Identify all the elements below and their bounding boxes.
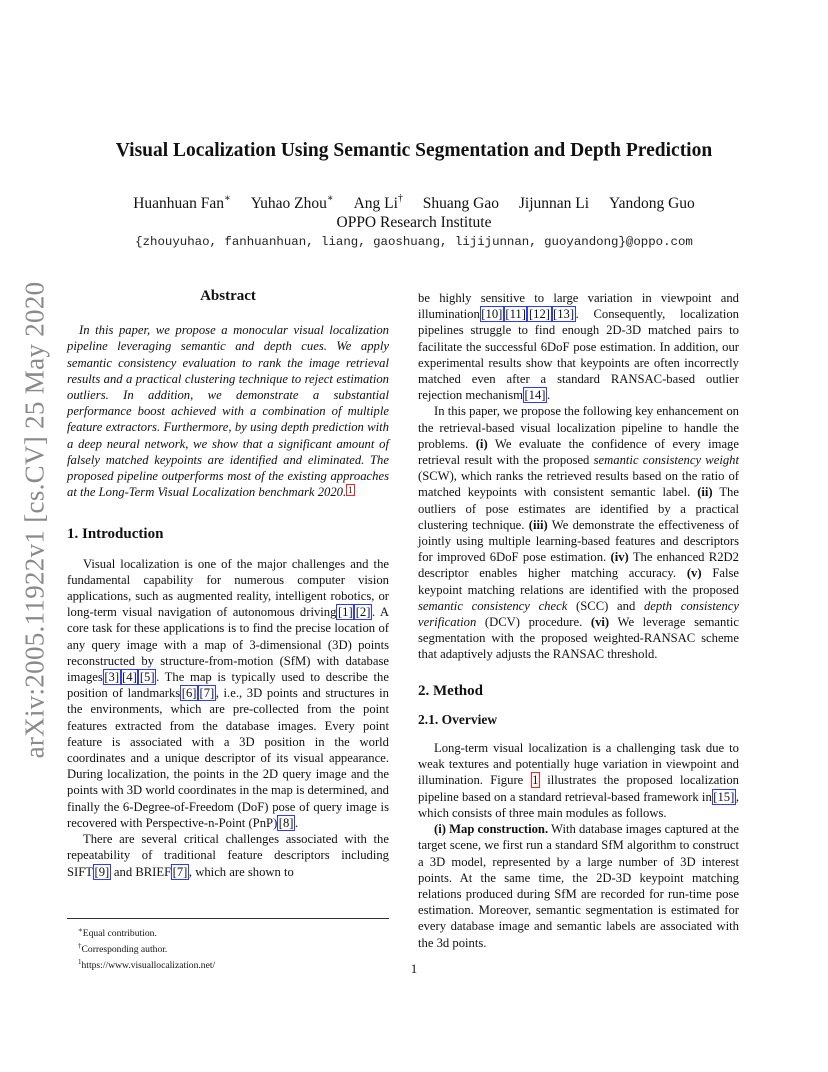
method-paragraph-2: (i) Map construction. With database images captured at the target scene, we first run a standard SfM algorithm to construct a 3D model, represented by a large number of 3D interest points. At the same time, the 2D-3D keypoint matching relations produced during SfM are recorded for run-time pose estimation. Moreover, semantic segmentation is estimated for every database image and semantic labels are associated with the 3d points. — [418, 822, 740, 950]
author: Yandong Guo — [608, 195, 695, 212]
citation-link[interactable]: [3] — [104, 670, 120, 685]
citation-link[interactable]: [13] — [553, 307, 575, 322]
footnote-link[interactable]: 1 — [348, 485, 353, 496]
citation-link[interactable]: [4] — [122, 670, 137, 685]
intro-paragraph-3: In this paper, we propose the following key enhancement on the retrieval-based visual localization pipeline to handle the problems. (i) We evaluate the confidence of every image retrieval result with the proposed semantic consistency weight (SCW), which ranks the retrieved results based on the ratio of matched keypoints with consistent semantic label. (ii) The outliers of pose estimates are identified by a practical clustering technique. (iii) We demonstrate the effectiveness of jointly using multiple learning-based features and descriptors for improved 6DoF pose estimation. (iv) The enhanced R2D2 descriptor enables higher matching accuracy. (v) False keypoint matching relations are identified with the proposed semantic consistency check (SCC) and depth consistency verification (DCV) procedure. (vi) We leverage semantic segmentation with the proposed weighted-RANSAC scheme that adaptively adjusts the RANSAC threshold. — [418, 404, 740, 662]
citation-link[interactable]: [6] — [181, 686, 197, 701]
citation-link[interactable]: [12] — [528, 307, 551, 322]
paper-title: Visual Localization Using Semantic Segmentation and Depth Prediction — [115, 140, 713, 161]
intro-paragraph-2-continued: be highly sensitive to large variation in viewpoint and illumination [10] [11] [12] [13] . Consequently, localization pipelines struggle to find enough 2D-3D matched pairs to facilitate the successful 6DoF pose estimation. In addition, our experimental results show that keypoints are often incorrectly matched even after a standard RANSAC-based outlier rejection mechanism [14] . — [418, 291, 739, 403]
section-heading-introduction: 1. Introduction — [67, 526, 164, 543]
author: Jijunnan Li — [518, 195, 590, 212]
intro-paragraph-1: Visual localization is one of the major challenges and the fundamental capability for numerous computer vision applications, such as augmented reality, intelligent robotics, or long-term visual navigation of autonomous driving [1] [2] . A core task for these applications is to find the precise location of any query image with a map of 3-dimensional (3D) points reconstructed by structure-from-motion (SfM) with database images [3] [4] [5] . The map is typically used to describe the position of landmarks [6] [7] , i.e., 3D points and structures in the environments, which are pre-collected from the point features extracted from the database images. Every point feature is associated with a 3D position in the world coordinates and a unique descriptor of its visual appearance. During localization, the points in the 2D query image and the points with 3D world coordinates in the map is determined, and finally the 6-Degree-of-Freedom (DoF) pose of query image is recovered with Perspective-n-Point (PnP) [8] . — [67, 556, 389, 830]
method-paragraph-1: Long-term visual localization is a challenging task due to weak textures and potentially huge variation in viewpoint and illumination. Figure 1 illustrates the proposed localization pipeline based on a standard retrieval-based framework in [15] , which consists of three main modules as follows. — [418, 741, 739, 820]
subsection-heading-overview: 2.1. Overview — [418, 711, 498, 727]
figure-link[interactable]: 1 — [532, 773, 539, 788]
citation-link[interactable]: [1] — [337, 605, 353, 620]
footnote: ∗Equal contribution. — [78, 926, 157, 940]
citation-link[interactable]: [2] — [355, 605, 371, 620]
citation-link[interactable]: [8] — [278, 815, 294, 830]
abstract-heading: Abstract — [200, 288, 256, 304]
right-column — [418, 290, 739, 951]
footnote: $^1$https://www.visuallocalization.net/ — [78, 958, 216, 972]
author-list — [0, 195, 828, 213]
citation-link[interactable]: [11] — [505, 307, 526, 322]
citation-link[interactable]: [10] — [481, 307, 503, 322]
affiliation: OPPO Research Institute — [336, 214, 492, 231]
abstract-body: In this paper, we propose a monocular visual localization pipeline leveraging semantic and depth cues. We apply semantic consistency evaluation to rank the image retrieval results and a practical clustering technique to reject estimation outliers. In addition, we demonstrate a substantial performance boost achieved with a combination of multiple feature extractors. Furthermore, by using depth prediction with a deep neural network, we show that a significant amount of falsely matched keypoints are identified and eliminated. The proposed pipeline outperforms most of the existing approaches at the Long-Term Visual Localization benchmark 2020. $^1$ — [67, 323, 389, 500]
page-number: 1 — [410, 961, 418, 976]
citation-link[interactable]: [7] — [199, 686, 215, 701]
author: Ang Li† — [353, 193, 403, 212]
arxiv-stamp: arXiv:2005.11922v1 [cs.CV] 25 May 2020 — [19, 281, 50, 759]
section-heading-method: 2. Method — [418, 682, 483, 699]
footnote-url-link[interactable]: https://www.visuallocalization.net/ — [81, 960, 216, 972]
left-column — [67, 288, 389, 880]
citation-link[interactable]: [9] — [94, 864, 110, 879]
author: Yuhao Zhou∗ — [250, 193, 334, 212]
citation-link[interactable]: [5] — [139, 670, 155, 685]
citation-link[interactable]: [15] — [713, 789, 735, 804]
author: Shuang Gao — [422, 195, 499, 212]
intro-paragraph-2: There are several critical challenges associated with the repeatability of traditional feature descriptors including SIFT [9] and BRIEF [7] , which are shown to — [67, 832, 389, 879]
citation-link[interactable]: [7] — [172, 864, 188, 879]
citation-link[interactable]: [14] — [524, 388, 546, 403]
footnote: †Corresponding author. — [78, 942, 168, 956]
author-emails: {zhouyuhao, fanhuanhuan, liang, gaoshuang, lijijunnan, guoyandong}@oppo.com — [135, 235, 693, 249]
author: Huanhuan Fan∗ — [133, 193, 231, 212]
